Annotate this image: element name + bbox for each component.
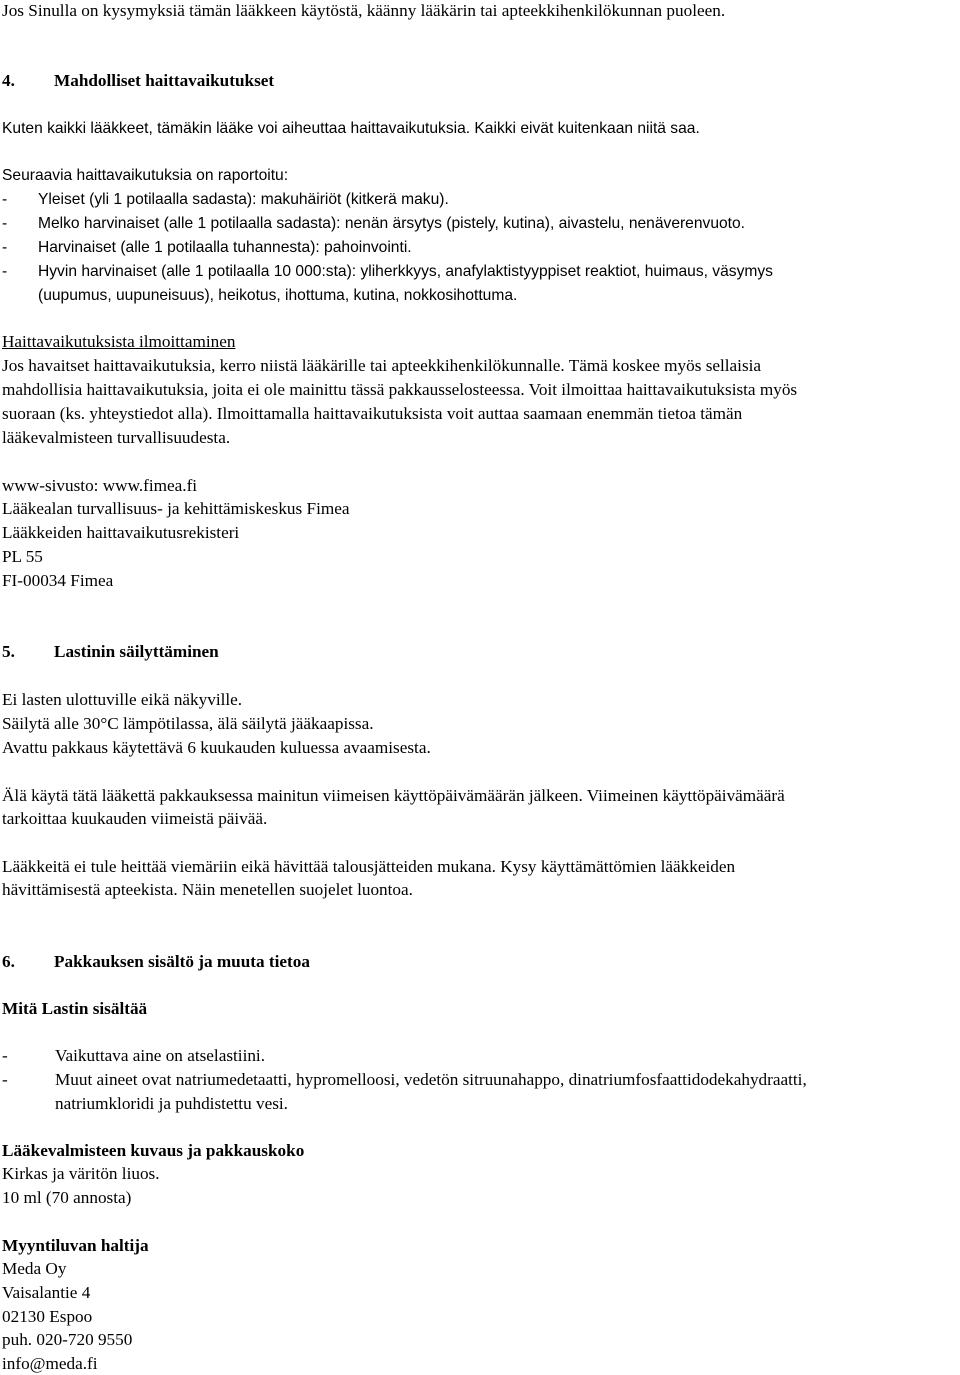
expiry-text: Älä käytä tätä lääkettä pakkauksessa mainitun viimeisen käyttöpäivämäärän jälkeen. Viimeinen käyttöpäivämäärä [2, 786, 785, 805]
list-item-text: Melko harvinaiset (alle 1 potilaalla sadasta): nenän ärsytys (pistely, kutina), aivastelu, nenäverenvuoto. [38, 215, 746, 232]
section-number: 5. [2, 642, 15, 661]
section-number: 6. [2, 952, 15, 971]
bullet-dash: - [2, 215, 8, 232]
holder-line: Vaisalantie 4 [2, 1283, 91, 1302]
list-item-text: Hyvin harvinaiset (alle 1 potilaalla 10 000:sta): yliherkkyys, anafylaktistyyppiset reaktiot, huimaus, väsymys [38, 263, 773, 280]
section-title: Lastinin säilyttäminen [54, 642, 219, 661]
list-item-text: (uupumus, uupuneisuus), heikotus, ihottuma, kutina, nokkosihottuma. [38, 287, 518, 304]
list-item-text: Muut aineet ovat natriumedetaatti, hypromelloosi, vedetön sitruunahappo, dinatriumfosfaattidodekahydraatti, [55, 1070, 807, 1089]
storage-line: Ei lasten ulottuville eikä näkyville. [2, 690, 243, 709]
contact-line: PL 55 [2, 547, 43, 566]
reporting-text: Jos havaitset haittavaikutuksia, kerro niistä lääkärille tai apteekkihenkilökunnalle. Tämä koskee myös sellaisia [2, 356, 762, 375]
reporting-heading: Haittavaikutuksista ilmoittaminen [2, 332, 236, 351]
section-number: 4. [2, 71, 15, 90]
section-5-heading [2, 641, 219, 663]
section-6-heading [2, 951, 310, 973]
contact-line: Lääkealan turvallisuus- ja kehittämiskeskus Fimea [2, 499, 350, 518]
reporting-text: mahdollisia haittavaikutuksia, joita ei ole mainittu tässä pakkausselosteessa. Voit ilmoittaa haittavaikutuksista myös [2, 380, 798, 399]
holder-phone: puh. 020-720 9550 [2, 1330, 133, 1349]
list-item-text: Harvinaiset (alle 1 potilaalla tuhannesta): pahoinvointi. [38, 239, 412, 256]
bullet-dash: - [2, 191, 8, 208]
holder-line: 02130 Espoo [2, 1307, 93, 1326]
contact-line: Lääkkeiden haittavaikutusrekisteri [2, 523, 240, 542]
holder-heading: Myyntiluvan haltija [2, 1236, 149, 1255]
storage-line: Säilytä alle 30°C lämpötilassa, älä säilytä jääkaapissa. [2, 714, 374, 733]
section-4-heading [2, 70, 274, 92]
expiry-text: tarkoittaa kuukauden viimeistä päivää. [2, 809, 268, 828]
disposal-text: Lääkkeitä ei tule heittää viemäriin eikä hävittää talousjätteiden mukana. Kysy käyttämättömien lääkkeiden [2, 857, 736, 876]
intro-text: Jos Sinulla on kysymyksiä tämän lääkkeen käytöstä, käänny lääkärin tai apteekkihenkilökunnan puoleen. [2, 1, 726, 20]
description-heading: Lääkevalmisteen kuvaus ja pakkauskoko [2, 1141, 305, 1160]
holder-email: info@meda.fi [2, 1354, 98, 1373]
paragraph: Seuraavia haittavaikutuksia on raportoitu: [2, 167, 289, 184]
contact-line: FI-00034 Fimea [2, 571, 114, 590]
list-item-text: Vaikuttava aine on atselastiini. [55, 1046, 266, 1065]
section-title: Mahdolliset haittavaikutukset [54, 71, 275, 90]
reporting-text: lääkevalmisteen turvallisuudesta. [2, 428, 231, 447]
contact-website: www-sivusto: www.fimea.fi [2, 476, 198, 495]
bullet-dash: - [2, 263, 8, 280]
storage-line: Avattu pakkaus käytettävä 6 kuukauden kuluessa avaamisesta. [2, 738, 431, 757]
paragraph: Kuten kaikki lääkkeet, tämäkin lääke voi aiheuttaa haittavaikutuksia. Kaikki eivät kuitenkaan niitä saa. [2, 120, 700, 137]
list-item-text: Yleiset (yli 1 potilaalla sadasta): makuhäiriöt (kitkerä maku). [38, 191, 449, 208]
bullet-dash: - [2, 1046, 8, 1065]
description-line: Kirkas ja väritön liuos. [2, 1164, 160, 1183]
section-title: Pakkauksen sisältö ja muuta tietoa [54, 952, 310, 971]
description-line: 10 ml (70 annosta) [2, 1188, 132, 1207]
reporting-text: suoraan (ks. yhteystiedot alla). Ilmoittamalla haittavaikutuksista voit auttaa saamaan enemmän tietoa tämän [2, 404, 743, 423]
bullet-dash: - [2, 239, 8, 256]
bullet-dash: - [2, 1070, 8, 1089]
contents-heading: Mitä Lastin sisältää [2, 999, 148, 1018]
disposal-text: hävittämisestä apteekista. Näin menetellen suojelet luontoa. [2, 880, 413, 899]
holder-line: Meda Oy [2, 1259, 67, 1278]
list-item-text: natriumkloridi ja puhdistettu vesi. [55, 1094, 288, 1113]
